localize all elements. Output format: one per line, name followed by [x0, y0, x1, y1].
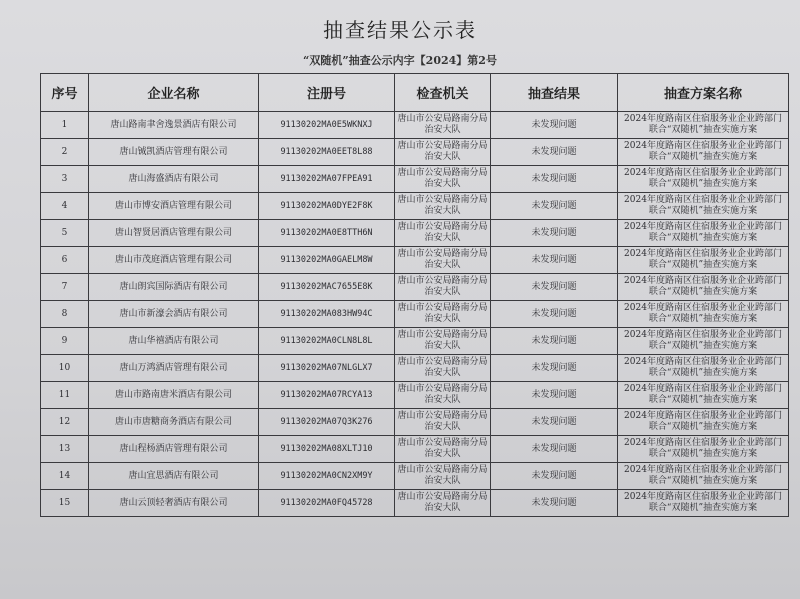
registration-number: 91130202MA07RCYA13 [259, 382, 395, 409]
plan-name: 2024年度路南区住宿服务业企业跨部门联合“双随机”抽查实施方案 [618, 193, 789, 220]
company-name: 唐山市唐糖商务酒店有限公司 [89, 409, 259, 436]
table-row [41, 355, 789, 382]
plan-name: 2024年度路南区住宿服务业企业跨部门联合“双随机”抽查实施方案 [618, 436, 789, 463]
registration-number: 91130202MA0FQ45728 [259, 490, 395, 517]
registration-number: 91130202MA0E5WKNXJ [259, 112, 395, 139]
company-name: 唐山朗宾国际酒店有限公司 [89, 274, 259, 301]
company-name: 唐山华禧酒店有限公司 [89, 328, 259, 355]
table-row [41, 490, 789, 517]
company-name: 唐山万鸿酒店管理有限公司 [89, 355, 259, 382]
row-index: 2 [41, 139, 89, 166]
inspection-result: 未发现问题 [491, 355, 618, 382]
plan-name: 2024年度路南区住宿服务业企业跨部门联合“双随机”抽查实施方案 [618, 409, 789, 436]
table-row [41, 301, 789, 328]
inspection-agency: 唐山市公安局路南分局治安大队 [395, 193, 491, 220]
row-index: 6 [41, 247, 89, 274]
header-company-name: 企业名称 [89, 74, 259, 112]
registration-number: 91130202MA0CN2XM9Y [259, 463, 395, 490]
table-row [41, 193, 789, 220]
table-row [41, 382, 789, 409]
plan-name: 2024年度路南区住宿服务业企业跨部门联合“双随机”抽查实施方案 [618, 220, 789, 247]
document-title: 抽查结果公示表 [323, 18, 477, 42]
table-row [41, 139, 789, 166]
table-row [41, 409, 789, 436]
plan-name: 2024年度路南区住宿服务业企业跨部门联合“双随机”抽查实施方案 [618, 139, 789, 166]
header-inspection-agency: 检查机关 [395, 74, 491, 112]
table-header-row [41, 74, 789, 112]
table-row [41, 112, 789, 139]
plan-name: 2024年度路南区住宿服务业企业跨部门联合“双随机”抽查实施方案 [618, 355, 789, 382]
table-row [41, 436, 789, 463]
inspection-agency: 唐山市公安局路南分局治安大队 [395, 274, 491, 301]
inspection-result: 未发现问题 [491, 166, 618, 193]
plan-name: 2024年度路南区住宿服务业企业跨部门联合“双随机”抽查实施方案 [618, 382, 789, 409]
plan-name: 2024年度路南区住宿服务业企业跨部门联合“双随机”抽查实施方案 [618, 247, 789, 274]
table-row [41, 274, 789, 301]
inspection-result: 未发现问题 [491, 328, 618, 355]
row-index: 4 [41, 193, 89, 220]
company-name: 唐山铖凯酒店管理有限公司 [89, 139, 259, 166]
company-name: 唐山市路南唐米酒店有限公司 [89, 382, 259, 409]
plan-name: 2024年度路南区住宿服务业企业跨部门联合“双随机”抽查实施方案 [618, 301, 789, 328]
inspection-result: 未发现问题 [491, 274, 618, 301]
company-name: 唐山云顶轻奢酒店有限公司 [89, 490, 259, 517]
table-row [41, 166, 789, 193]
registration-number: 91130202MA07Q3K276 [259, 409, 395, 436]
registration-number: 91130202MA0GAELM8W [259, 247, 395, 274]
registration-number: 91130202MA07NLGLX7 [259, 355, 395, 382]
inspection-agency: 唐山市公安局路南分局治安大队 [395, 436, 491, 463]
inspection-agency: 唐山市公安局路南分局治安大队 [395, 247, 491, 274]
inspection-agency: 唐山市公安局路南分局治安大队 [395, 166, 491, 193]
row-index: 15 [41, 490, 89, 517]
row-index: 3 [41, 166, 89, 193]
company-name: 唐山海盛酒店有限公司 [89, 166, 259, 193]
table-row [41, 220, 789, 247]
row-index: 1 [41, 112, 89, 139]
table-row [41, 328, 789, 355]
registration-number: 91130202MA08XLTJ10 [259, 436, 395, 463]
inspection-result: 未发现问题 [491, 112, 618, 139]
inspection-agency: 唐山市公安局路南分局治安大队 [395, 112, 491, 139]
inspection-agency: 唐山市公安局路南分局治安大队 [395, 490, 491, 517]
inspection-result: 未发现问题 [491, 139, 618, 166]
inspection-agency: 唐山市公安局路南分局治安大队 [395, 463, 491, 490]
inspection-agency: 唐山市公安局路南分局治安大队 [395, 355, 491, 382]
registration-number: 91130202MA0EET8L88 [259, 139, 395, 166]
row-index: 10 [41, 355, 89, 382]
row-index: 7 [41, 274, 89, 301]
header-index: 序号 [41, 74, 89, 112]
table-body [41, 112, 789, 517]
inspection-result: 未发现问题 [491, 436, 618, 463]
company-name: 唐山路南聿舍逸景酒店有限公司 [89, 112, 259, 139]
header-plan-name: 抽查方案名称 [618, 74, 789, 112]
registration-number: 91130202MA0E8TTH6N [259, 220, 395, 247]
inspection-result: 未发现问题 [491, 382, 618, 409]
registration-number: 91130202MA0DYE2F8K [259, 193, 395, 220]
results-table [40, 73, 789, 517]
table-row [41, 463, 789, 490]
inspection-agency: 唐山市公安局路南分局治安大队 [395, 301, 491, 328]
company-name: 唐山市新濠会酒店有限公司 [89, 301, 259, 328]
inspection-agency: 唐山市公安局路南分局治安大队 [395, 220, 491, 247]
company-name: 唐山智贤居酒店管理有限公司 [89, 220, 259, 247]
plan-name: 2024年度路南区住宿服务业企业跨部门联合“双随机”抽查实施方案 [618, 274, 789, 301]
company-name: 唐山市茂庭酒店管理有限公司 [89, 247, 259, 274]
header-registration-number: 注册号 [259, 74, 395, 112]
company-name: 唐山宜思酒店有限公司 [89, 463, 259, 490]
company-name: 唐山程杨酒店管理有限公司 [89, 436, 259, 463]
row-index: 8 [41, 301, 89, 328]
inspection-result: 未发现问题 [491, 463, 618, 490]
inspection-result: 未发现问题 [491, 409, 618, 436]
row-index: 9 [41, 328, 89, 355]
inspection-agency: 唐山市公安局路南分局治安大队 [395, 409, 491, 436]
row-index: 13 [41, 436, 89, 463]
inspection-result: 未发现问题 [491, 247, 618, 274]
table-row [41, 247, 789, 274]
plan-name: 2024年度路南区住宿服务业企业跨部门联合“双随机”抽查实施方案 [618, 490, 789, 517]
row-index: 12 [41, 409, 89, 436]
registration-number: 91130202MA083HW94C [259, 301, 395, 328]
inspection-result: 未发现问题 [491, 490, 618, 517]
row-index: 11 [41, 382, 89, 409]
inspection-agency: 唐山市公安局路南分局治安大队 [395, 328, 491, 355]
registration-number: 91130202MA07FPEA91 [259, 166, 395, 193]
plan-name: 2024年度路南区住宿服务业企业跨部门联合“双随机”抽查实施方案 [618, 112, 789, 139]
row-index: 5 [41, 220, 89, 247]
inspection-result: 未发现问题 [491, 220, 618, 247]
document-subtitle: “双随机”抽查公示内字【2024】第2号 [303, 54, 497, 67]
registration-number: 91130202MA0CLN8L8L [259, 328, 395, 355]
inspection-result: 未发现问题 [491, 193, 618, 220]
plan-name: 2024年度路南区住宿服务业企业跨部门联合“双随机”抽查实施方案 [618, 463, 789, 490]
inspection-agency: 唐山市公安局路南分局治安大队 [395, 139, 491, 166]
header-inspection-result: 抽查结果 [491, 74, 618, 112]
plan-name: 2024年度路南区住宿服务业企业跨部门联合“双随机”抽查实施方案 [618, 328, 789, 355]
inspection-result: 未发现问题 [491, 301, 618, 328]
plan-name: 2024年度路南区住宿服务业企业跨部门联合“双随机”抽查实施方案 [618, 166, 789, 193]
inspection-agency: 唐山市公安局路南分局治安大队 [395, 382, 491, 409]
company-name: 唐山市博安酒店管理有限公司 [89, 193, 259, 220]
row-index: 14 [41, 463, 89, 490]
registration-number: 91130202MAC7655E8K [259, 274, 395, 301]
